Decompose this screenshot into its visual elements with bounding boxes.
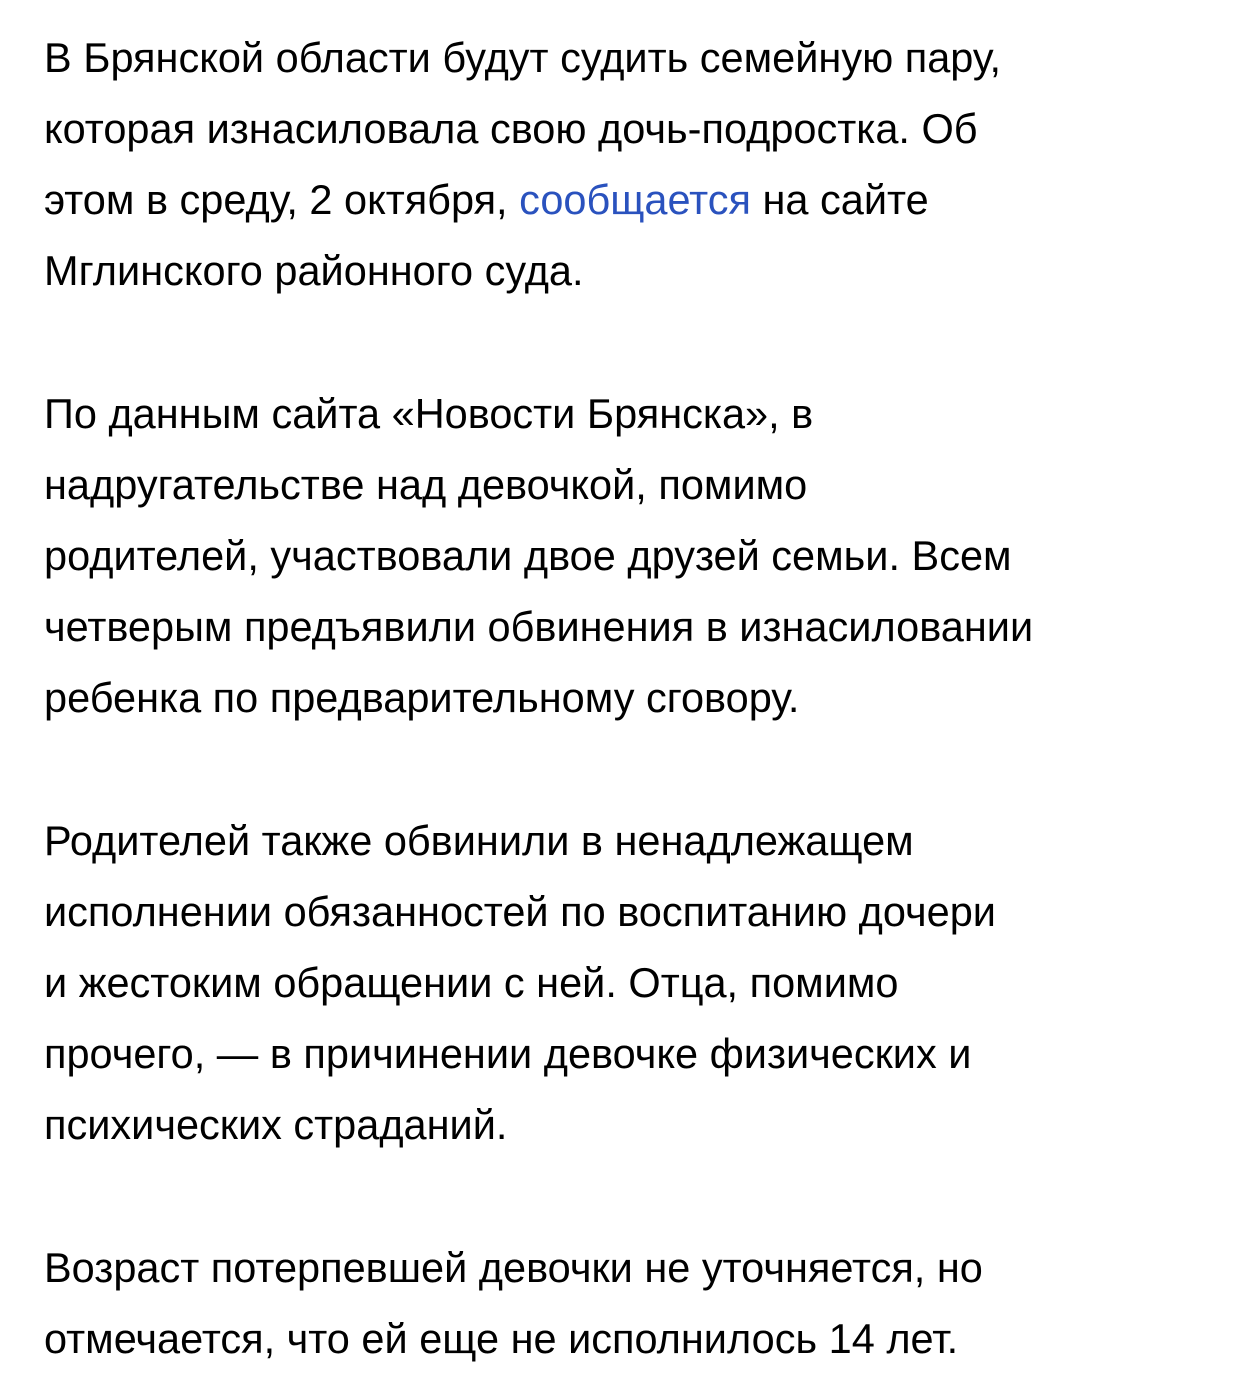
text-fragment: на сайте (750, 176, 929, 223)
text-line: надругательстве над девочкой, помимо (44, 461, 808, 508)
paragraph-2 (44, 378, 1222, 733)
text-line: Возраст потерпевшей девочки не уточняется, но (44, 1244, 983, 1291)
text-line: Мглинского районного суда. (44, 247, 584, 294)
text-line: исполнении обязанностей по воспитанию дочери (44, 888, 996, 935)
paragraph-4 (44, 1232, 1222, 1374)
text-line: ребенка по предварительному сговору. (44, 674, 800, 721)
text-line: и жестоким обращении с ней. Отца, помимо (44, 959, 899, 1006)
text-line: По данным сайта «Новости Брянска», в (44, 390, 814, 437)
source-link[interactable]: сообщается (519, 176, 751, 223)
text-line: Родителей также обвинили в ненадлежащем (44, 817, 914, 864)
text-line: отмечается, что ей еще не исполнилось 14 лет. (44, 1315, 959, 1362)
text-fragment: этом в среду, 2 октября, (44, 176, 520, 223)
text-line: четверым предъявили обвинения в изнасиловании (44, 603, 1034, 650)
text-line: родителей, участвовали двое друзей семьи. Всем (44, 532, 1012, 579)
text-line (44, 164, 1222, 235)
paragraph-3 (44, 805, 1222, 1160)
text-line: психических страданий. (44, 1101, 508, 1148)
text-line: В Брянской области будут судить семейную пару, (44, 34, 1002, 81)
text-line: прочего, — в причинении девочке физических и (44, 1030, 972, 1077)
text-line: которая изнасиловала свою дочь-подростка. Об (44, 105, 978, 152)
paragraph-1 (44, 22, 1222, 306)
